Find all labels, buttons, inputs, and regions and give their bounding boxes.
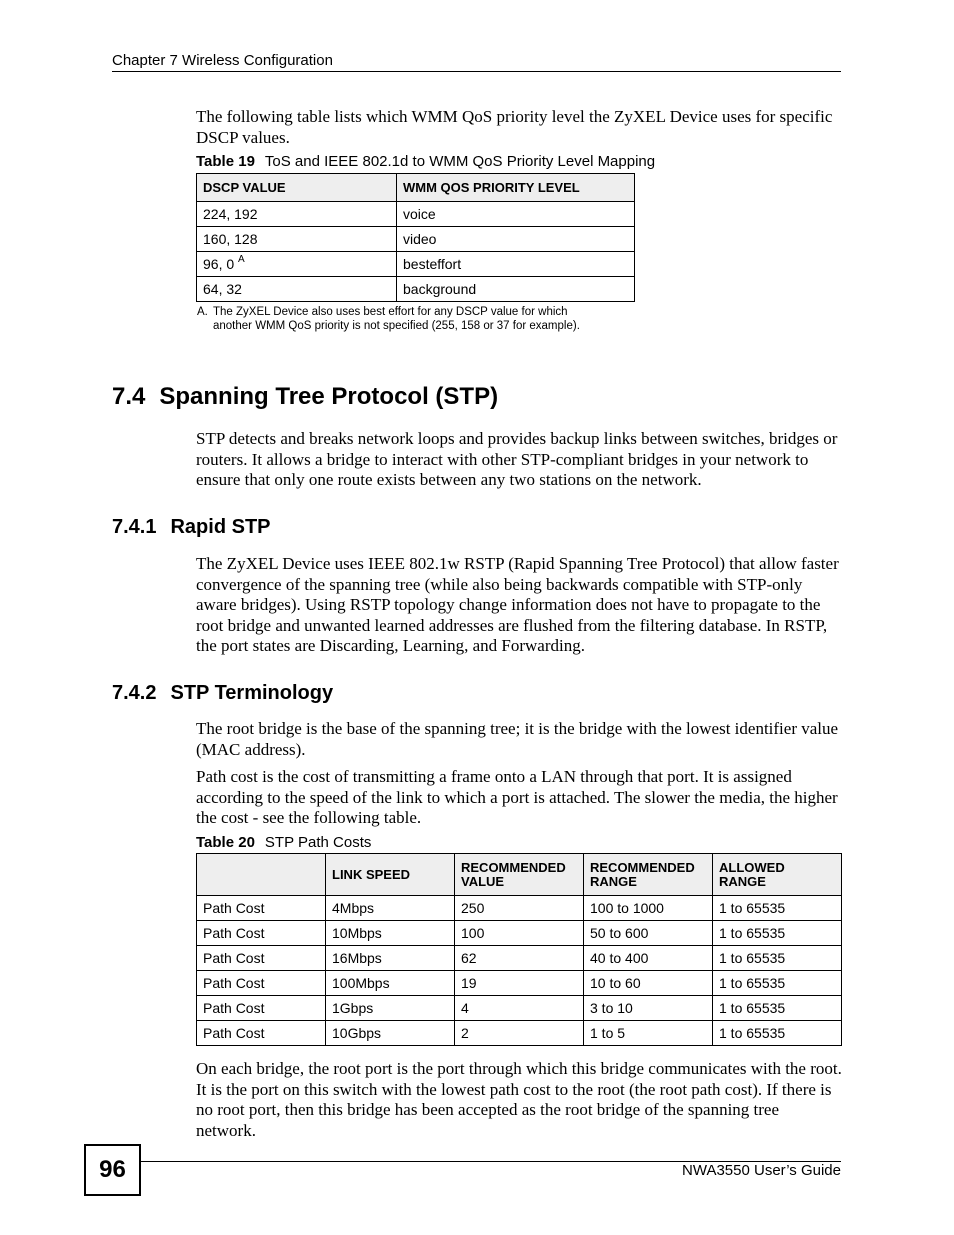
section-7-4-2-body-1: The root bridge is the base of the spanning tree; it is the bridge with the lowest identifier value (MAC address). [196, 719, 839, 759]
running-header: Chapter 7 Wireless Configuration [112, 52, 333, 69]
recommended-value-cell: 100 [455, 921, 584, 946]
recommended-value-cell: 62 [455, 946, 584, 971]
footnote-line-2: another WMM QoS priority is not specified (255, 158 or 37 for example). [213, 319, 580, 332]
row-label-cell: Path Cost [197, 1021, 326, 1046]
column-header-wmm-qos-priority-level: WMM QOS PRIORITY LEVEL [397, 174, 635, 202]
section-title: Spanning Tree Protocol (STP) [159, 383, 499, 410]
footer-guide-title: NWA3550 User’s Guide [682, 1162, 841, 1179]
table-row [197, 896, 842, 921]
section-title: STP Terminology [170, 682, 334, 704]
column-header-recommended-value: RECOMMENDED VALUE [455, 854, 584, 896]
column-header-recommended-range: RECOMMENDED RANGE [584, 854, 713, 896]
recommended-value-cell: 2 [455, 1021, 584, 1046]
allowed-range-cell: 1 to 65535 [713, 946, 842, 971]
link-speed-cell: 16Mbps [326, 946, 455, 971]
row-label-cell: Path Cost [197, 946, 326, 971]
allowed-range-cell: 1 to 65535 [713, 1021, 842, 1046]
recommended-value-cell: 19 [455, 971, 584, 996]
link-speed-cell: 1Gbps [326, 996, 455, 1021]
column-header-link-speed: LINK SPEED [326, 854, 455, 896]
recommended-range-cell: 1 to 5 [584, 1021, 713, 1046]
footnote-mark: A. [197, 306, 208, 318]
dscp-value-cell [197, 252, 397, 277]
section-number: 7.4.2 [112, 682, 157, 704]
row-label-cell: Path Cost [197, 971, 326, 996]
table-row [197, 971, 842, 996]
table20-caption [196, 834, 371, 851]
priority-level-cell: voice [397, 202, 635, 227]
footnote-reference: A [238, 254, 245, 265]
table20 [196, 853, 842, 1046]
table-row [197, 946, 842, 971]
row-label-cell: Path Cost [197, 921, 326, 946]
recommended-value-cell: 4 [455, 996, 584, 1021]
link-speed-cell: 4Mbps [326, 896, 455, 921]
footnote-line-1: The ZyXEL Device also uses best effort for any DSCP value for which [213, 306, 568, 318]
allowed-range-cell: 1 to 65535 [713, 921, 842, 946]
link-speed-cell: 10Gbps [326, 1021, 455, 1046]
table-row [197, 996, 842, 1021]
link-speed-cell: 100Mbps [326, 971, 455, 996]
section-7-4-2-body-2: Path cost is the cost of transmitting a frame onto a LAN through that port. It is assigned according to the speed of the link to which a port is attached. The slower the media, the higher the cost - see the following table. [196, 767, 838, 827]
table19 [196, 173, 635, 302]
section-heading-7-4-1 [112, 516, 271, 539]
column-header-blank [197, 854, 326, 896]
recommended-range-cell: 50 to 600 [584, 921, 713, 946]
table20-caption-text: STP Path Costs [264, 834, 372, 851]
section-number: 7.4.1 [112, 516, 157, 538]
priority-level-cell: besteffort [397, 252, 635, 277]
row-label-cell: Path Cost [197, 896, 326, 921]
recommended-range-cell: 3 to 10 [584, 996, 713, 1021]
priority-level-cell: video [397, 227, 635, 252]
table-row [197, 202, 635, 227]
table19-footnote [197, 306, 580, 333]
section-7-4-1-body: The ZyXEL Device uses IEEE 802.1w RSTP (Rapid Spanning Tree Protocol) that allow faster convergence of the spanning tree (while also being backwards compatible with STP-only aware bridges). Using RSTP topology change information does not have to propagate to the root bridge and unwanted learned addresses are flushed from the filtering database. In RSTP, the port states are Discarding, Learning, and Forwarding. [196, 554, 839, 655]
section-7-4-body: STP detects and breaks network loops and provides backup links between switches, bridges or routers. It allows a bridge to interact with other STP-compliant bridges in your network to ensure that only one route exists between any two stations on the network. [196, 429, 838, 489]
table-header-row [197, 174, 635, 202]
section-title: Rapid STP [170, 516, 271, 538]
allowed-range-cell: 1 to 65535 [713, 896, 842, 921]
column-header-dscp-value: DSCP VALUE [197, 174, 397, 202]
section-7-4-2-body-3: On each bridge, the root port is the port through which this bridge communicates with the root. It is the port on this switch with the lowest path cost to the root (the root path cost). If there is no root port, then this bridge has been accepted as the root bridge of the spanning tree network. [196, 1059, 842, 1140]
table19-caption-text: ToS and IEEE 802.1d to WMM QoS Priority Level Mapping [264, 153, 656, 170]
recommended-range-cell: 10 to 60 [584, 971, 713, 996]
intro-paragraph: The following table lists which WMM QoS priority level the ZyXEL Device uses for specific DSCP values. [196, 107, 833, 147]
header-rule [112, 71, 841, 72]
table19-caption-label: Table 19 [196, 153, 255, 170]
section-heading-7-4 [112, 383, 498, 411]
table20-caption-label: Table 20 [196, 834, 255, 851]
dscp-value-cell: 160, 128 [197, 227, 397, 252]
table-row [197, 227, 635, 252]
link-speed-cell: 10Mbps [326, 921, 455, 946]
priority-level-cell: background [397, 277, 635, 302]
table-row [197, 1021, 842, 1046]
table-row [197, 921, 842, 946]
allowed-range-cell: 1 to 65535 [713, 996, 842, 1021]
dscp-value-text: 96, 0 [203, 256, 235, 272]
page-number: 96 [84, 1144, 141, 1196]
recommended-range-cell: 100 to 1000 [584, 896, 713, 921]
recommended-value-cell: 250 [455, 896, 584, 921]
dscp-value-cell: 64, 32 [197, 277, 397, 302]
allowed-range-cell: 1 to 65535 [713, 971, 842, 996]
dscp-value-cell: 224, 192 [197, 202, 397, 227]
recommended-range-cell: 40 to 400 [584, 946, 713, 971]
section-heading-7-4-2 [112, 682, 333, 705]
column-header-allowed-range: ALLOWED RANGE [713, 854, 842, 896]
section-number: 7.4 [112, 383, 146, 410]
table-header-row [197, 854, 842, 896]
table-row [197, 252, 635, 277]
row-label-cell: Path Cost [197, 996, 326, 1021]
table-row [197, 277, 635, 302]
table19-caption [196, 153, 655, 170]
